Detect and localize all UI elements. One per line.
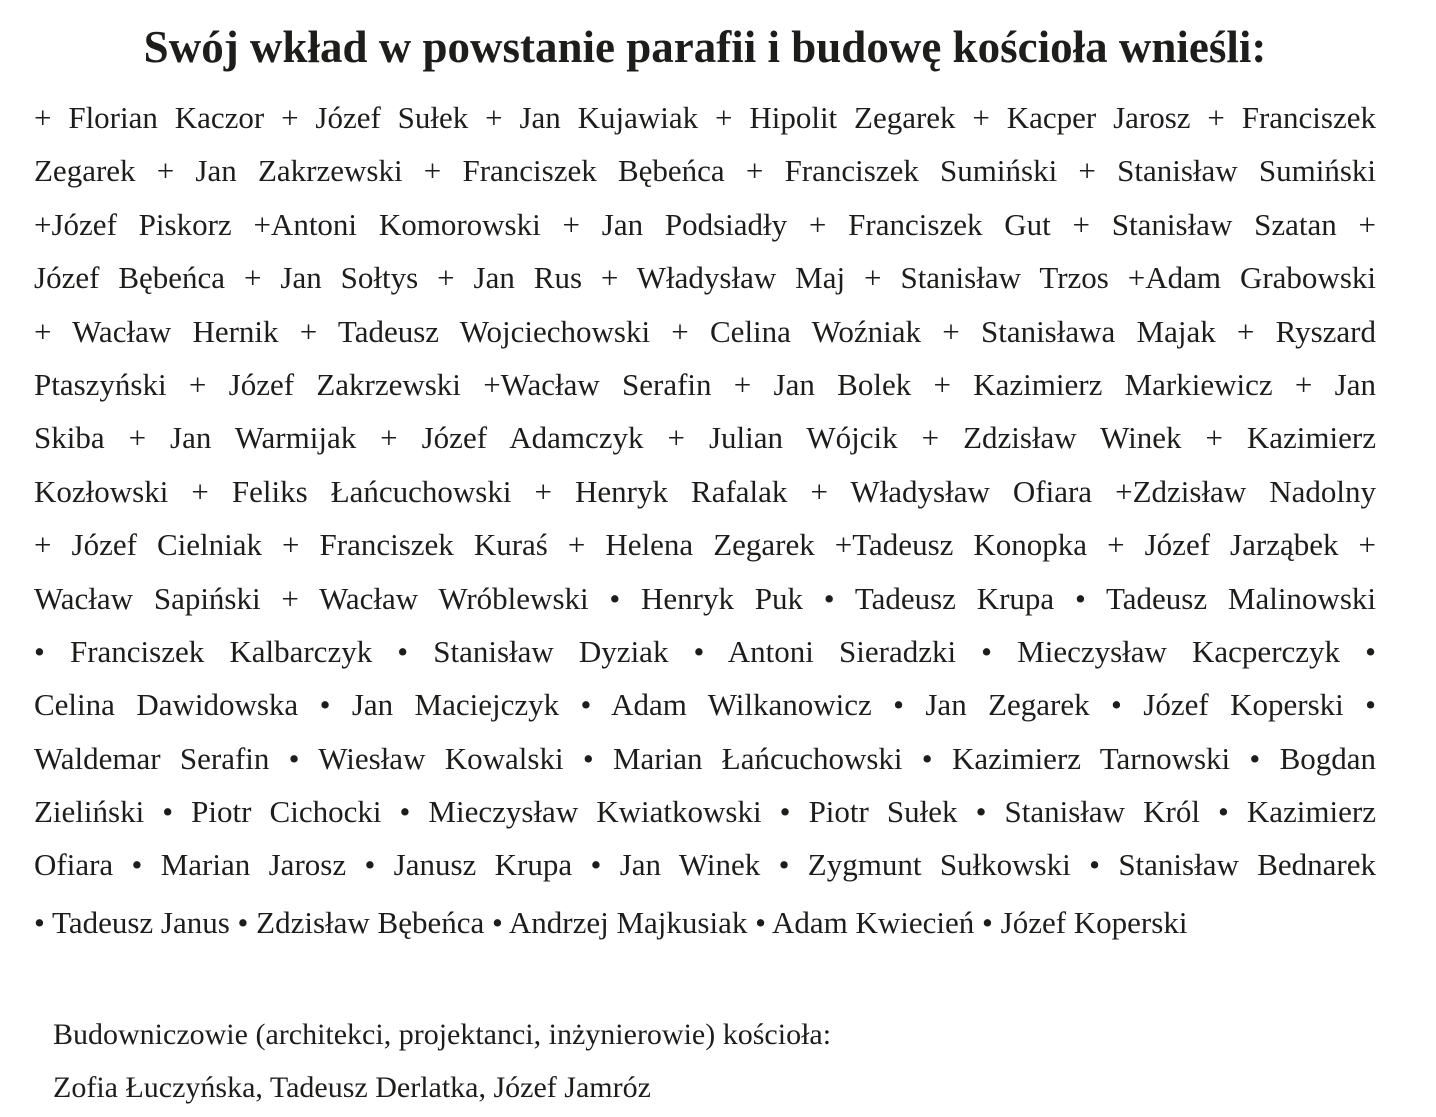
contributors-line: • Franciszek Kalbarczyk • Stanisław Dyziak • Antoni Sieradzki • Mieczysław Kacperczyk • [34,633,1376,669]
builders-names: Zofia Łuczyńska, Tadeusz Derlatka, Józef Jamróz [53,1071,651,1104]
contributors-line: Józef Bębeńca + Jan Sołtys + Jan Rus + Władysław Maj + Stanisław Trzos +Adam Grabowski [34,260,1376,296]
contributors-line: Skiba + Jan Warmijak + Józef Adamczyk + Julian Wójcik + Zdzisław Winek + Kazimierz [34,420,1376,456]
contributors-line: Kozłowski + Feliks Łańcuchowski + Henryk Rafalak + Władysław Ofiara +Zdzisław Nadolny [34,473,1376,509]
contributors-line: Zegarek + Jan Zakrzewski + Franciszek Bębeńca + Franciszek Sumiński + Stanisław Sumiński [34,153,1376,189]
contributors-line: Ptaszyński + Józef Zakrzewski +Wacław Serafin + Jan Bolek + Kazimierz Markiewicz + Jan [34,366,1376,402]
builders-section [53,1008,1353,1114]
contributors-list [34,91,1376,950]
contributors-line: Wacław Sapiński + Wacław Wróblewski • Henryk Puk • Tadeusz Krupa • Tadeusz Malinowski [34,580,1376,616]
contributors-line: Ofiara • Marian Jarosz • Janusz Krupa • Jan Winek • Zygmunt Sułkowski • Stanisław Bednarek [34,847,1376,883]
contributors-line: Celina Dawidowska • Jan Maciejczyk • Adam Wilkanowicz • Jan Zegarek • Józef Koperski • [34,687,1376,723]
contributors-line: • Tadeusz Janus • Zdzisław Bębeńca • Andrzej Majkusiak • Adam Kwiecień • Józef Koperski [34,904,1188,940]
contributors-line: + Józef Cielniak + Franciszek Kuraś + Helena Zegarek +Tadeusz Konopka + Józef Jarząbek + [34,527,1376,563]
contributors-line: Zieliński • Piotr Cichocki • Mieczysław Kwiatkowski • Piotr Sułek • Stanisław Król • Kazimierz [34,794,1376,830]
builders-heading: Budowniczowie (architekci, projektanci, inżynierowie) kościoła: [53,1018,832,1051]
contributors-line: +Józef Piskorz +Antoni Komorowski + Jan Podsiadły + Franciszek Gut + Stanisław Szatan + [34,206,1376,242]
contributors-line: + Wacław Hernik + Tadeusz Wojciechowski + Celina Woźniak + Stanisława Majak + Ryszard [34,313,1376,349]
contributors-line: Waldemar Serafin • Wiesław Kowalski • Marian Łańcuchowski • Kazimierz Tarnowski • Bogdan [34,740,1376,776]
page-title: Swój wkład w powstanie parafii i budowę kościoła wnieśli: [143,22,1267,72]
contributors-line: + Florian Kaczor + Józef Sułek + Jan Kujawiak + Hipolit Zegarek + Kacper Jarosz + Franciszek [34,100,1376,135]
